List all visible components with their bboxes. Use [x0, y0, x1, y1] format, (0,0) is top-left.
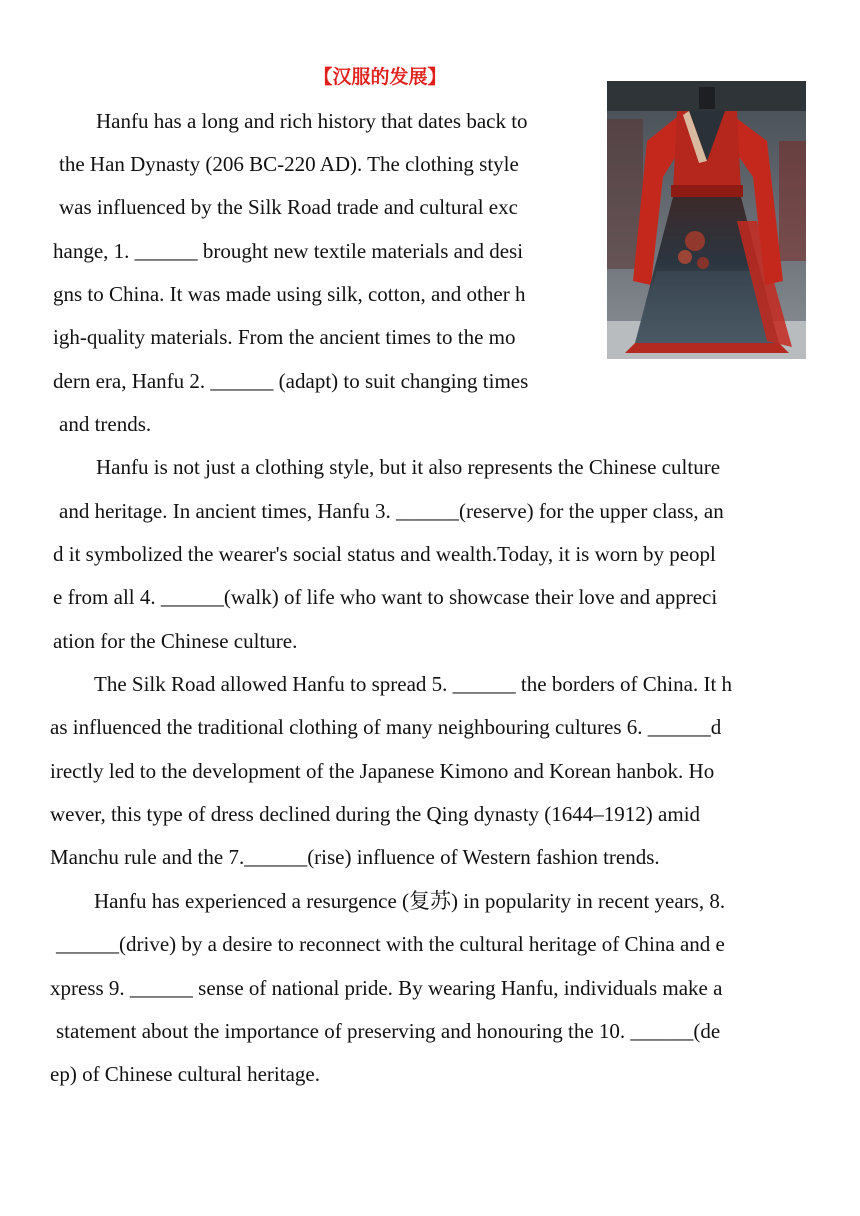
- hanfu-dress-image: [607, 81, 806, 359]
- paragraph-1-line-7: dern era, Hanfu 2. ______ (adapt) to suit changing times: [53, 369, 529, 393]
- paragraph-1-line-8: and trends.: [59, 412, 152, 436]
- paragraph-2-line-2: and heritage. In ancient times, Hanfu 3. ______(reserve) for the upper class, an: [59, 499, 724, 523]
- paragraph-1-line-3: was influenced by the Silk Road trade and cultural exc: [59, 195, 518, 219]
- paragraph-2-line-4: e from all 4. ______(walk) of life who want to showcase their love and appreci: [53, 585, 718, 609]
- paragraph-1-line-1: Hanfu has a long and rich history that dates back to: [96, 109, 528, 133]
- page-title: 【汉服的发展】: [313, 66, 447, 88]
- paragraph-4-line-2: ______(drive) by a desire to reconnect with the cultural heritage of China and e: [56, 932, 725, 956]
- paragraph-1-line-2: the Han Dynasty (206 BC-220 AD). The clothing style: [59, 152, 519, 176]
- paragraph-2-line-5: ation for the Chinese culture.: [53, 629, 298, 653]
- paragraph-3-line-3: irectly led to the development of the Japanese Kimono and Korean hanbok. Ho: [50, 759, 715, 783]
- paragraph-3-line-4: wever, this type of dress declined during the Qing dynasty (1644–1912) amid: [50, 802, 701, 826]
- paragraph-4-line-4: statement about the importance of preserving and honouring the 10. ______(de: [56, 1019, 721, 1043]
- paragraph-4-line-3: xpress 9. ______ sense of national pride. By wearing Hanfu, individuals make a: [50, 976, 723, 1000]
- paragraph-2-line-3: d it symbolized the wearer's social status and wealth.Today, it is worn by peopl: [53, 542, 716, 566]
- paragraph-4-line-5: ep) of Chinese cultural heritage.: [50, 1062, 320, 1086]
- paragraph-2-line-1: Hanfu is not just a clothing style, but it also represents the Chinese culture: [96, 455, 721, 479]
- paragraph-1-line-6: igh-quality materials. From the ancient times to the mo: [53, 325, 516, 349]
- paragraph-3-line-5: Manchu rule and the 7.______(rise) influence of Western fashion trends.: [50, 845, 660, 869]
- paragraph-3-line-1: The Silk Road allowed Hanfu to spread 5. ______ the borders of China. It h: [94, 672, 733, 696]
- paragraph-1-line-4: hange, 1. ______ brought new textile materials and desi: [53, 239, 524, 263]
- paragraph-4-line-1: Hanfu has experienced a resurgence (复苏) in popularity in recent years, 8.: [94, 889, 726, 913]
- paragraph-3-line-2: as influenced the traditional clothing of many neighbouring cultures 6. ______d: [50, 715, 722, 739]
- paragraph-1-line-5: gns to China. It was made using silk, cotton, and other h: [53, 282, 526, 306]
